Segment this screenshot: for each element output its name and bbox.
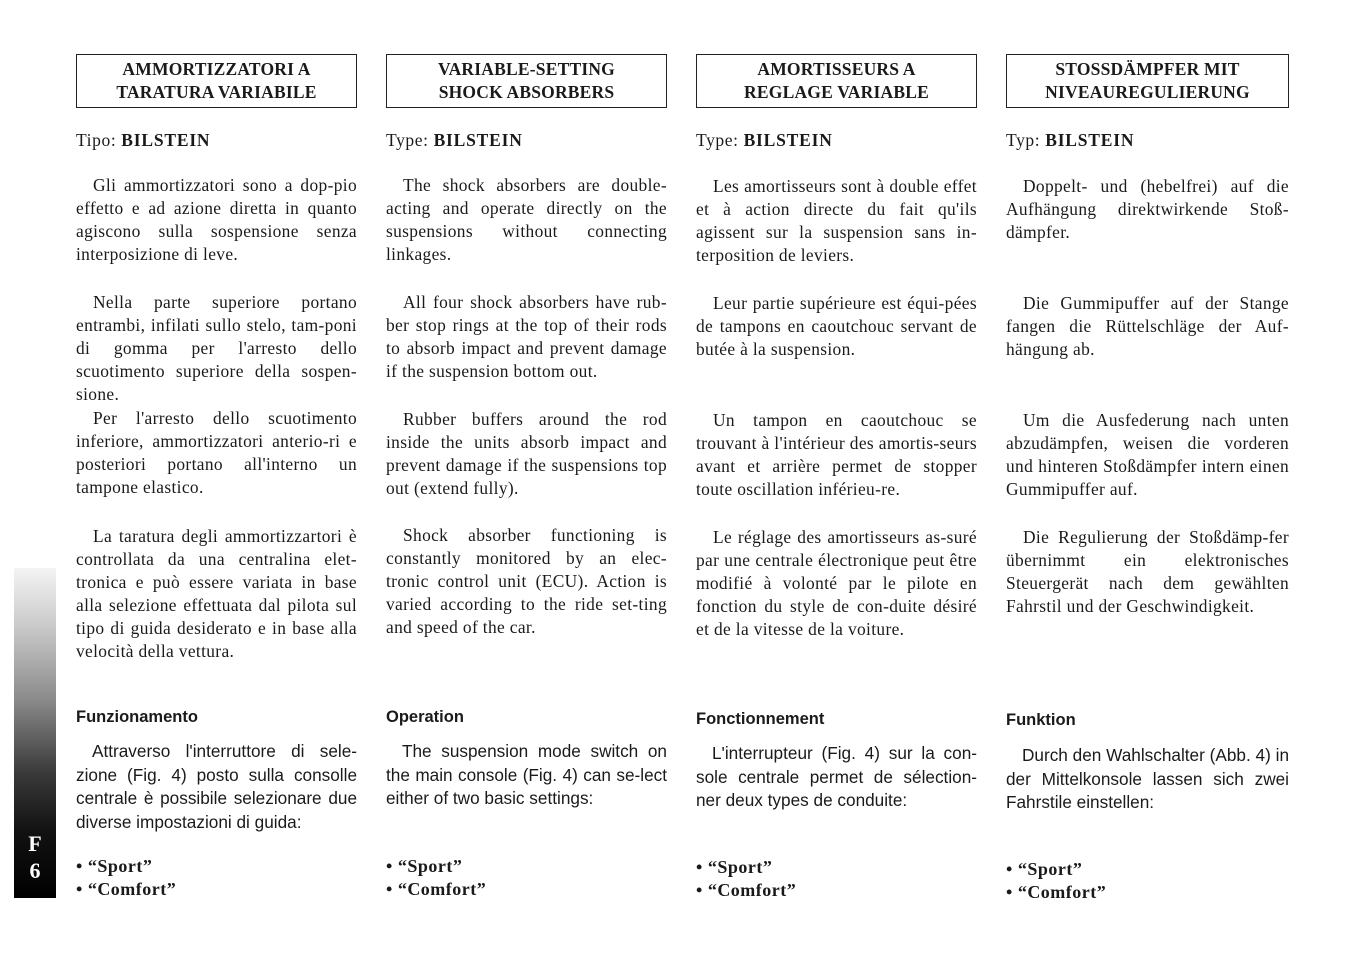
operation-heading: Fonctionnement bbox=[696, 710, 825, 728]
paragraph-4: Shock absorber functioning is constantly monitored by an elec-tronic control unit (ECU). Action is varied according to the ride set-ting and speed of the car. bbox=[386, 525, 667, 637]
list-item: • “Comfort” bbox=[386, 878, 486, 901]
paragraph-3: Um die Ausfederung nach unten abzudämpfen, weisen die vorderen und hinteren Stoßdämpfer intern einen Gummipuffer auf. bbox=[1006, 410, 1289, 499]
type-label: Type: bbox=[696, 130, 744, 150]
section-title: AMMORTIZZATORI A TARATURA VARIABILE bbox=[76, 54, 357, 108]
type-line bbox=[386, 130, 523, 151]
paragraph-1: Les amortisseurs sont à double effet et à action directe du fait qu'ils agissent sur la suspension sans in-terposition de leviers. bbox=[696, 176, 977, 265]
list-item: • “Sport” bbox=[1006, 858, 1106, 881]
section-title: VARIABLE-SETTING SHOCK ABSORBERS bbox=[386, 54, 667, 108]
list-item: • “Comfort” bbox=[696, 879, 796, 902]
column-italian bbox=[76, 54, 357, 899]
type-value: BILSTEIN bbox=[743, 130, 833, 150]
paragraph-1: Doppelt- und (hebelfrei) auf die Aufhängung direktwirkende Stoß-dämpfer. bbox=[1006, 176, 1289, 242]
list-item: • “Sport” bbox=[76, 855, 176, 878]
type-line bbox=[1006, 130, 1134, 151]
type-value: BILSTEIN bbox=[1045, 130, 1135, 150]
paragraph-2: All four shock absorbers have rub-ber stop rings at the top of their rods to absorb impact and prevent damage if the suspension bottom out. bbox=[386, 292, 667, 381]
type-label: Type: bbox=[386, 130, 434, 150]
operation-text: Attraverso l'interruttore di sele-zione (Fig. 4) posto sulla consolle centrale è possibile selezionare due diverse impostazioni di guida: bbox=[76, 741, 357, 832]
section-letter: F bbox=[28, 831, 42, 856]
list-item: • “Comfort” bbox=[76, 878, 176, 901]
paragraph-2: Leur partie supérieure est équi-pées de tampons en caoutchouc servant de butée à la suspension. bbox=[696, 293, 977, 359]
type-value: BILSTEIN bbox=[121, 130, 211, 150]
list-item: • “Sport” bbox=[696, 856, 796, 879]
paragraph-1: The shock absorbers are double-acting and operate directly on the suspensions without connecting linkages. bbox=[386, 175, 667, 264]
column-french bbox=[696, 54, 977, 900]
type-label: Tipo: bbox=[76, 130, 122, 150]
operation-heading: Operation bbox=[386, 708, 464, 726]
mode-list bbox=[696, 856, 796, 902]
paragraph-2: Die Gummipuffer auf der Stange fangen die Rüttelschläge der Auf-hängung ab. bbox=[1006, 293, 1289, 359]
paragraph-4: La taratura degli ammortizzartori è controllata da una centralina elet-tronica e può essere variata in base alla selezione effettuata dal pilota sul tipo di guida desiderato e in base alla velocità della vettura. bbox=[76, 526, 357, 661]
type-line bbox=[696, 130, 833, 151]
paragraph-3: Rubber buffers around the rod inside the units absorb impact and prevent damage if the suspensions top out (extend fully). bbox=[386, 409, 667, 498]
paragraph-1: Gli ammortizzatori sono a dop-pio effetto e ad azione diretta in quanto agiscono sulla sospensione senza interposizione di leve. bbox=[76, 175, 357, 264]
list-item: • “Comfort” bbox=[1006, 881, 1106, 904]
operation-heading: Funzionamento bbox=[76, 708, 198, 726]
mode-list bbox=[386, 855, 486, 901]
operation-text: Durch den Wahlschalter (Abb. 4) in der Mittelkonsole lassen sich zwei Fahrstile einstellen: bbox=[1006, 745, 1289, 812]
type-line bbox=[76, 130, 210, 151]
section-tab-label bbox=[14, 830, 56, 884]
section-title: AMORTISSEURS A REGLAGE VARIABLE bbox=[696, 54, 977, 108]
paragraph-4: Le réglage des amortisseurs as-suré par une centrale électronique peut être modifié à volonté par le pilote en fonction du style de con-duite désiré et de la vitesse de la voiture. bbox=[696, 527, 977, 639]
type-value: BILSTEIN bbox=[433, 130, 523, 150]
paragraph-4: Die Regulierung der Stoßdämp-fer übernimmt ein elektronisches Steuergerät nach dem gewählten Fahrstil und der Geschwindigkeit. bbox=[1006, 527, 1289, 616]
mode-list bbox=[76, 855, 176, 901]
operation-text: L'interrupteur (Fig. 4) sur la con-sole centrale permet de sélection-ner deux types de conduite: bbox=[696, 743, 977, 810]
page-number: 6 bbox=[29, 858, 41, 883]
paragraph-2: Nella parte superiore portano entrambi, infilati sullo stelo, tam-poni di gomma per l'arresto dello scuotimento superiore della sospen-sione. bbox=[76, 292, 357, 404]
list-item: • “Sport” bbox=[386, 855, 486, 878]
operation-text: The suspension mode switch on the main console (Fig. 4) can se-lect either of two basic settings: bbox=[386, 741, 667, 808]
mode-list bbox=[1006, 858, 1106, 904]
paragraph-3: Un tampon en caoutchouc se trouvant à l'intérieur des amortis-seurs avant et arrière permet de stopper toute oscillation inférieu-re. bbox=[696, 410, 977, 499]
paragraph-3: Per l'arresto dello scuotimento inferiore, ammortizzatori anterio-ri e posteriori portano all'interno un tampone elastico. bbox=[76, 408, 357, 497]
column-german bbox=[1006, 54, 1289, 902]
column-english bbox=[386, 54, 667, 899]
section-title: STOSSDÄMPFER MIT NIVEAUREGULIERUNG bbox=[1006, 54, 1289, 108]
operation-heading: Funktion bbox=[1006, 711, 1076, 729]
type-label: Typ: bbox=[1006, 130, 1046, 150]
